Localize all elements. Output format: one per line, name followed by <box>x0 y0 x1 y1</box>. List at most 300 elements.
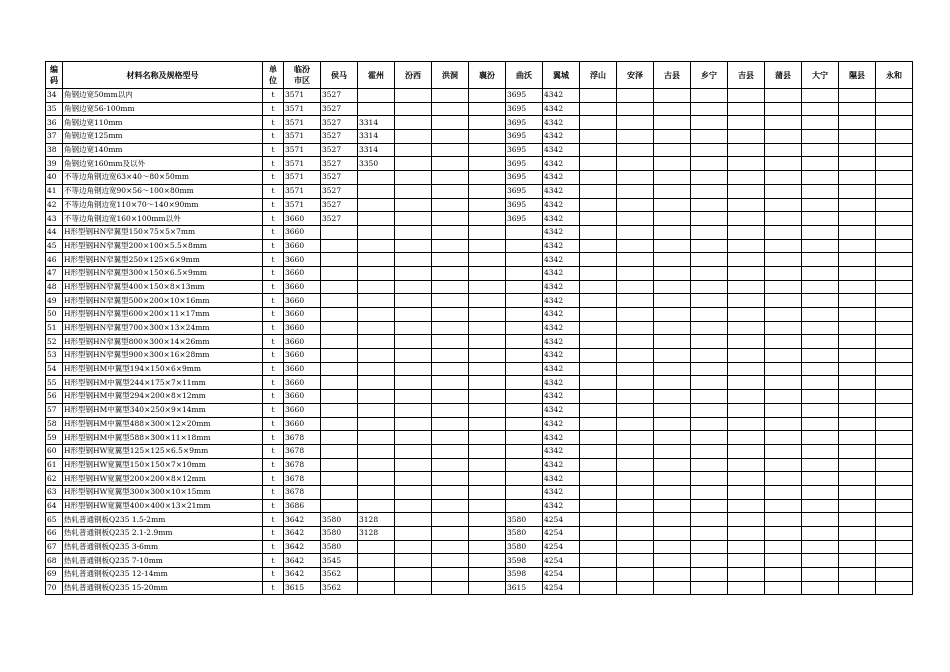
unit-cell: t <box>263 198 284 212</box>
price-cell <box>728 321 765 335</box>
price-cell <box>876 225 913 239</box>
price-cell <box>802 472 839 486</box>
price-cell <box>691 308 728 322</box>
material-name: H形型钢HW宽翼型150×150×7×10mm <box>63 458 263 472</box>
price-cell <box>876 485 913 499</box>
price-cell: 3571 <box>284 116 321 130</box>
material-name: H形型钢HW宽翼型300×300×10×15mm <box>63 485 263 499</box>
price-cell <box>728 239 765 253</box>
price-cell <box>617 198 654 212</box>
price-cell <box>432 349 469 363</box>
price-cell <box>839 581 876 595</box>
price-cell <box>691 253 728 267</box>
price-cell: 3128 <box>358 513 395 527</box>
price-cell <box>728 184 765 198</box>
price-cell <box>839 390 876 404</box>
price-cell <box>321 294 358 308</box>
price-cell <box>839 568 876 582</box>
price-cell <box>654 321 691 335</box>
price-cell: 3545 <box>321 554 358 568</box>
price-cell <box>728 485 765 499</box>
table-row <box>46 130 913 144</box>
price-cell <box>802 417 839 431</box>
price-cell <box>395 253 432 267</box>
price-cell <box>654 568 691 582</box>
price-cell: 3678 <box>284 444 321 458</box>
price-cell: 3660 <box>284 212 321 226</box>
header-city: 霍州 <box>358 62 395 89</box>
price-cell <box>506 472 543 486</box>
price-cell <box>728 116 765 130</box>
price-cell <box>728 266 765 280</box>
price-cell <box>728 143 765 157</box>
price-cell <box>839 431 876 445</box>
price-cell <box>395 403 432 417</box>
price-cell <box>654 417 691 431</box>
material-name: H形型钢HN窄翼型800×300×14×26mm <box>63 335 263 349</box>
price-cell <box>321 444 358 458</box>
price-cell <box>765 266 802 280</box>
price-cell: 4342 <box>543 321 580 335</box>
row-code: 64 <box>46 499 63 513</box>
price-cell <box>580 130 617 144</box>
price-cell <box>876 431 913 445</box>
table-row <box>46 513 913 527</box>
price-cell: 3580 <box>321 513 358 527</box>
price-cell <box>654 485 691 499</box>
price-cell <box>728 349 765 363</box>
price-cell <box>617 554 654 568</box>
price-cell <box>395 157 432 171</box>
price-cell <box>395 581 432 595</box>
material-name: 不等边角钢边宽160×100mm以外 <box>63 212 263 226</box>
material-name: 不等边角钢边宽110×70～140×90mm <box>63 198 263 212</box>
price-cell <box>321 225 358 239</box>
price-cell <box>580 157 617 171</box>
unit-cell: t <box>263 431 284 445</box>
price-cell <box>432 266 469 280</box>
price-cell <box>617 376 654 390</box>
price-cell <box>839 157 876 171</box>
price-cell <box>839 554 876 568</box>
price-cell <box>691 376 728 390</box>
price-cell <box>654 198 691 212</box>
price-cell <box>469 308 506 322</box>
price-cell: 3660 <box>284 376 321 390</box>
header-city: 临汾 市区 <box>284 62 321 89</box>
price-cell <box>395 499 432 513</box>
price-cell <box>839 308 876 322</box>
unit-cell: t <box>263 390 284 404</box>
price-cell <box>432 403 469 417</box>
unit-cell: t <box>263 280 284 294</box>
price-cell <box>802 171 839 185</box>
material-name: H形型钢HN窄翼型250×125×6×9mm <box>63 253 263 267</box>
price-cell <box>839 376 876 390</box>
table-row <box>46 294 913 308</box>
price-cell <box>580 527 617 541</box>
price-cell <box>802 554 839 568</box>
price-cell <box>617 349 654 363</box>
price-cell <box>432 431 469 445</box>
price-cell: 4342 <box>543 143 580 157</box>
price-cell <box>469 116 506 130</box>
price-cell <box>802 89 839 103</box>
price-cell <box>765 362 802 376</box>
price-cell <box>432 198 469 212</box>
price-cell <box>617 130 654 144</box>
price-cell <box>395 417 432 431</box>
price-cell <box>469 403 506 417</box>
price-cell <box>358 212 395 226</box>
price-cell <box>395 225 432 239</box>
price-cell <box>321 335 358 349</box>
price-cell <box>876 568 913 582</box>
price-cell <box>358 253 395 267</box>
price-cell <box>432 362 469 376</box>
header-city: 浮山 <box>580 62 617 89</box>
price-cell <box>802 102 839 116</box>
price-cell <box>358 417 395 431</box>
price-cell <box>876 417 913 431</box>
price-cell <box>728 527 765 541</box>
header-city: 大宁 <box>802 62 839 89</box>
price-cell: 4342 <box>543 253 580 267</box>
price-cell <box>691 499 728 513</box>
price-cell <box>839 198 876 212</box>
row-code: 62 <box>46 472 63 486</box>
price-cell <box>728 130 765 144</box>
row-code: 41 <box>46 184 63 198</box>
price-cell <box>876 472 913 486</box>
price-cell: 3580 <box>321 527 358 541</box>
price-cell <box>469 212 506 226</box>
price-cell <box>395 239 432 253</box>
price-cell <box>876 157 913 171</box>
table-row <box>46 554 913 568</box>
table-row <box>46 403 913 417</box>
price-cell <box>617 444 654 458</box>
price-cell: 4342 <box>543 225 580 239</box>
price-cell <box>691 171 728 185</box>
material-name: H形型钢HN窄翼型300×150×6.5×9mm <box>63 266 263 280</box>
price-cell: 3527 <box>321 198 358 212</box>
price-cell: 3527 <box>321 184 358 198</box>
price-cell <box>395 198 432 212</box>
price-cell <box>654 280 691 294</box>
price-cell <box>654 444 691 458</box>
price-cell <box>580 513 617 527</box>
price-cell <box>395 390 432 404</box>
price-cell <box>691 485 728 499</box>
price-cell <box>617 403 654 417</box>
price-cell <box>691 266 728 280</box>
price-cell <box>580 390 617 404</box>
price-cell <box>876 513 913 527</box>
price-cell: 3660 <box>284 280 321 294</box>
price-cell <box>432 335 469 349</box>
price-cell <box>802 349 839 363</box>
price-cell: 4342 <box>543 335 580 349</box>
row-code: 45 <box>46 239 63 253</box>
price-cell: 3660 <box>284 349 321 363</box>
price-cell: 4254 <box>543 513 580 527</box>
price-cell: 3695 <box>506 102 543 116</box>
price-cell <box>876 581 913 595</box>
price-cell <box>691 458 728 472</box>
price-cell <box>654 130 691 144</box>
row-code: 70 <box>46 581 63 595</box>
price-cell <box>839 89 876 103</box>
price-cell <box>358 540 395 554</box>
material-name: 不等边角钢边宽63×40～80×50mm <box>63 171 263 185</box>
price-cell <box>469 171 506 185</box>
price-cell <box>469 581 506 595</box>
price-cell <box>839 102 876 116</box>
price-cell <box>469 225 506 239</box>
price-cell <box>432 485 469 499</box>
price-cell <box>876 184 913 198</box>
row-code: 54 <box>46 362 63 376</box>
price-cell <box>802 253 839 267</box>
price-cell <box>839 485 876 499</box>
table-row <box>46 472 913 486</box>
price-cell <box>617 253 654 267</box>
price-cell <box>580 184 617 198</box>
price-cell: 3527 <box>321 212 358 226</box>
price-cell <box>506 308 543 322</box>
unit-cell: t <box>263 308 284 322</box>
price-cell <box>395 116 432 130</box>
unit-cell: t <box>263 417 284 431</box>
table-row <box>46 212 913 226</box>
price-cell <box>765 239 802 253</box>
price-cell: 3615 <box>506 581 543 595</box>
price-cell <box>654 581 691 595</box>
table-row <box>46 335 913 349</box>
table-row <box>46 499 913 513</box>
price-cell <box>765 198 802 212</box>
price-cell <box>728 362 765 376</box>
price-cell <box>802 239 839 253</box>
price-cell <box>469 89 506 103</box>
price-cell <box>321 499 358 513</box>
price-cell <box>469 499 506 513</box>
price-cell <box>469 540 506 554</box>
header-city: 吉县 <box>728 62 765 89</box>
unit-cell: t <box>263 444 284 458</box>
row-code: 63 <box>46 485 63 499</box>
price-cell: 4342 <box>543 239 580 253</box>
row-code: 52 <box>46 335 63 349</box>
price-cell <box>432 239 469 253</box>
price-cell <box>802 294 839 308</box>
price-cell <box>691 417 728 431</box>
price-cell <box>765 308 802 322</box>
row-code: 53 <box>46 349 63 363</box>
price-cell <box>469 458 506 472</box>
price-cell: 3571 <box>284 184 321 198</box>
price-cell <box>728 472 765 486</box>
unit-cell: t <box>263 239 284 253</box>
price-cell <box>802 143 839 157</box>
unit-cell: t <box>263 102 284 116</box>
price-cell <box>839 212 876 226</box>
price-cell <box>839 499 876 513</box>
price-cell <box>580 212 617 226</box>
price-cell <box>321 458 358 472</box>
price-cell <box>321 417 358 431</box>
price-cell <box>728 335 765 349</box>
price-cell <box>395 513 432 527</box>
price-cell: 4254 <box>543 581 580 595</box>
price-cell <box>765 431 802 445</box>
price-cell <box>728 540 765 554</box>
material-name: 不等边角钢边宽90×56～100×80mm <box>63 184 263 198</box>
price-cell: 3660 <box>284 308 321 322</box>
unit-cell: t <box>263 116 284 130</box>
price-cell <box>469 253 506 267</box>
price-cell <box>691 362 728 376</box>
row-code: 46 <box>46 253 63 267</box>
price-cell: 4254 <box>543 568 580 582</box>
unit-cell: t <box>263 212 284 226</box>
price-cell <box>839 513 876 527</box>
price-cell <box>432 376 469 390</box>
price-cell <box>839 444 876 458</box>
price-cell <box>506 485 543 499</box>
price-cell <box>802 308 839 322</box>
header-city: 襄汾 <box>469 62 506 89</box>
price-cell <box>321 431 358 445</box>
price-cell <box>469 239 506 253</box>
table-row <box>46 349 913 363</box>
price-cell: 4342 <box>543 280 580 294</box>
unit-cell: t <box>263 335 284 349</box>
price-cell: 3527 <box>321 102 358 116</box>
price-cell <box>469 266 506 280</box>
price-cell <box>691 130 728 144</box>
price-cell <box>691 198 728 212</box>
price-cell <box>876 499 913 513</box>
price-cell <box>580 294 617 308</box>
price-cell <box>358 431 395 445</box>
material-name: H形型钢HN窄翼型500×200×10×16mm <box>63 294 263 308</box>
price-cell <box>765 143 802 157</box>
price-cell <box>654 253 691 267</box>
price-cell <box>469 184 506 198</box>
price-cell <box>617 116 654 130</box>
price-cell <box>617 362 654 376</box>
price-cell: 3598 <box>506 568 543 582</box>
price-cell <box>691 225 728 239</box>
header-code: 编 码 <box>46 62 63 89</box>
price-cell <box>395 540 432 554</box>
price-cell <box>321 266 358 280</box>
price-cell <box>765 171 802 185</box>
price-cell <box>691 335 728 349</box>
price-cell <box>580 376 617 390</box>
price-cell: 3695 <box>506 171 543 185</box>
material-name: 角钢边宽50mm以内 <box>63 89 263 103</box>
price-cell <box>765 89 802 103</box>
price-cell <box>728 171 765 185</box>
unit-cell: t <box>263 485 284 499</box>
table-body <box>46 89 913 595</box>
price-cell: 3350 <box>358 157 395 171</box>
price-cell <box>802 362 839 376</box>
price-cell <box>469 280 506 294</box>
price-cell <box>395 568 432 582</box>
price-cell <box>580 171 617 185</box>
price-cell <box>728 403 765 417</box>
price-cell <box>432 294 469 308</box>
price-cell: 3660 <box>284 321 321 335</box>
price-cell <box>654 89 691 103</box>
price-cell <box>654 102 691 116</box>
price-cell <box>654 225 691 239</box>
price-cell <box>802 513 839 527</box>
price-cell: 3615 <box>284 581 321 595</box>
price-cell <box>395 349 432 363</box>
price-cell: 4342 <box>543 499 580 513</box>
price-cell <box>395 444 432 458</box>
price-cell <box>691 143 728 157</box>
row-code: 58 <box>46 417 63 431</box>
price-cell <box>432 444 469 458</box>
price-cell <box>432 417 469 431</box>
price-cell: 3580 <box>506 513 543 527</box>
price-cell <box>617 568 654 582</box>
price-cell <box>691 184 728 198</box>
price-cell: 3660 <box>284 253 321 267</box>
price-cell <box>358 280 395 294</box>
price-cell <box>802 458 839 472</box>
price-cell: 3660 <box>284 225 321 239</box>
price-cell <box>617 280 654 294</box>
price-cell <box>839 184 876 198</box>
price-cell <box>802 266 839 280</box>
row-code: 49 <box>46 294 63 308</box>
price-cell <box>395 308 432 322</box>
header-city: 永和 <box>876 62 913 89</box>
price-cell <box>765 554 802 568</box>
price-cell: 3695 <box>506 198 543 212</box>
price-cell: 3562 <box>321 568 358 582</box>
unit-cell: t <box>263 143 284 157</box>
price-cell <box>432 554 469 568</box>
price-cell <box>654 335 691 349</box>
price-cell <box>358 89 395 103</box>
header-unit: 单 位 <box>263 62 284 89</box>
price-cell <box>802 527 839 541</box>
table-row <box>46 417 913 431</box>
table-row <box>46 431 913 445</box>
material-name: 角钢边宽56-100mm <box>63 102 263 116</box>
price-cell <box>617 458 654 472</box>
unit-cell: t <box>263 403 284 417</box>
price-cell <box>617 308 654 322</box>
price-cell <box>617 499 654 513</box>
price-cell <box>432 212 469 226</box>
price-cell <box>802 581 839 595</box>
unit-cell: t <box>263 184 284 198</box>
price-cell <box>506 431 543 445</box>
price-cell <box>765 130 802 144</box>
price-cell <box>321 321 358 335</box>
price-cell <box>876 212 913 226</box>
price-cell <box>432 499 469 513</box>
